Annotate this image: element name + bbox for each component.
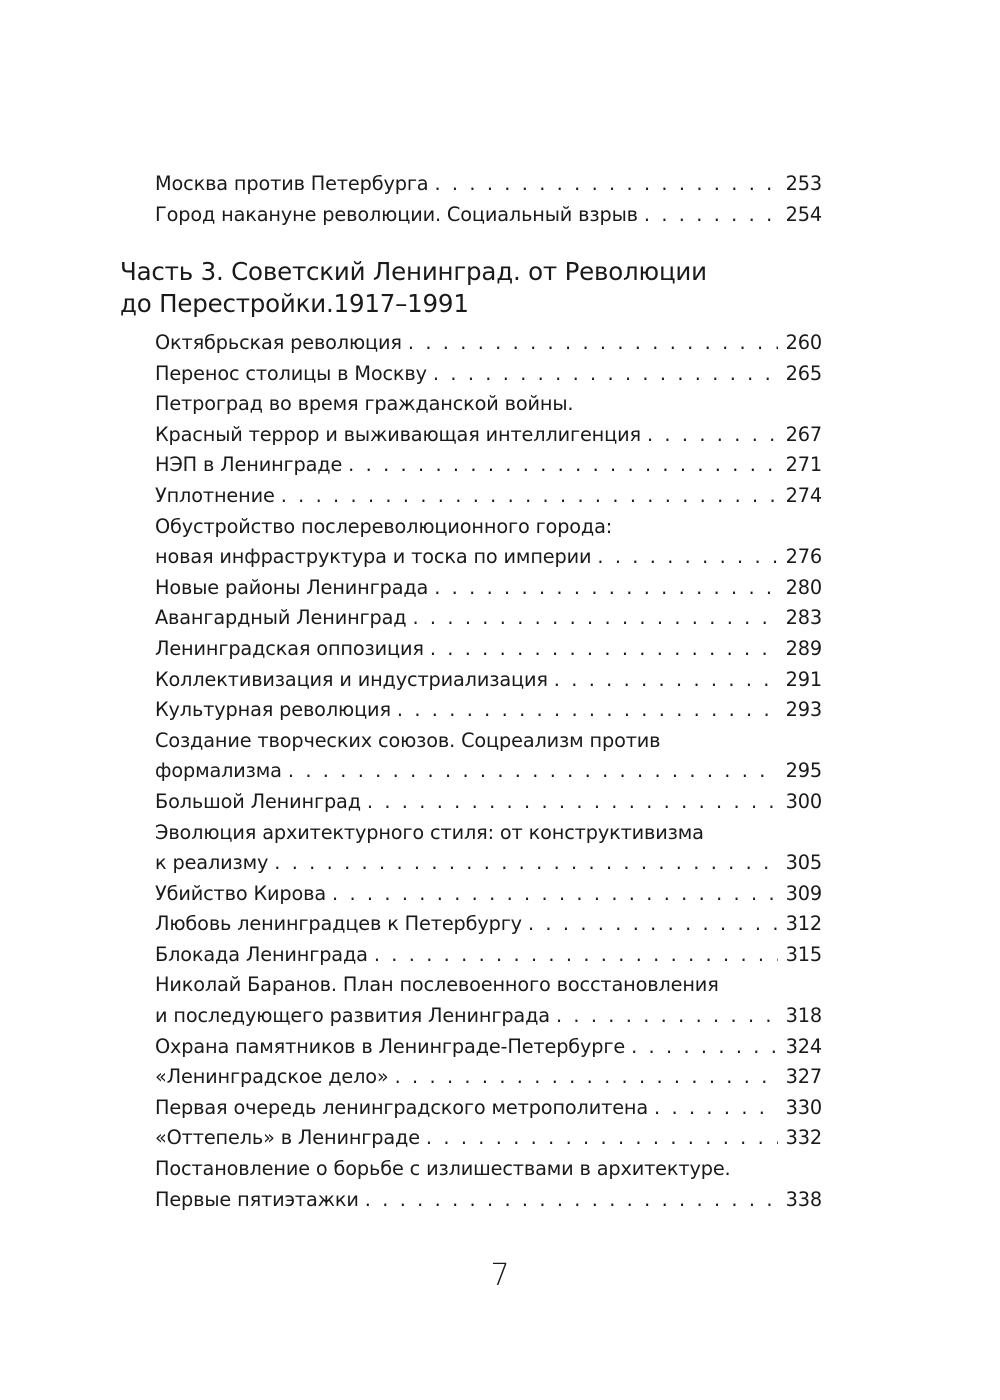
dot-leader — [348, 450, 778, 481]
toc-entry-page: 267 — [785, 422, 822, 446]
toc-entry-page: 312 — [785, 912, 822, 936]
toc-entry-title: Уплотнение — [155, 483, 275, 507]
dot-leader — [433, 359, 778, 390]
toc-entry — [155, 450, 822, 481]
toc-entry — [155, 200, 822, 231]
dot-leader — [647, 420, 778, 451]
toc-entry-page: 315 — [785, 942, 822, 966]
dot-leader — [430, 634, 778, 665]
toc-entry — [155, 512, 822, 543]
toc-entry-title: Большой Ленинград — [155, 789, 361, 813]
toc-entry-title: Город накануне революции. Социальный взрыв — [155, 202, 638, 226]
toc-entry-title: Любовь ленинградцев к Петербургу — [155, 912, 522, 936]
toc-entry-page: 330 — [785, 1095, 822, 1119]
toc-entry — [155, 818, 822, 849]
toc-entry-page: 283 — [785, 606, 822, 630]
toc-entry-page: 271 — [785, 453, 822, 477]
dot-leader — [631, 1032, 778, 1063]
toc-entry-title: Москва против Петербурга — [155, 172, 429, 195]
dot-leader — [332, 879, 778, 910]
toc-entry — [155, 389, 822, 420]
dot-leader — [274, 848, 778, 879]
toc-entry-page: 291 — [785, 667, 822, 691]
dot-leader — [281, 481, 778, 512]
dot-leader — [597, 542, 778, 573]
toc-entry-page: 289 — [785, 636, 822, 660]
toc-entry-title: Убийство Кирова — [155, 881, 327, 905]
toc-entry — [155, 359, 822, 390]
dot-leader — [426, 1123, 778, 1154]
part-title — [120, 256, 822, 320]
toc-entry — [155, 848, 822, 879]
toc-entry-page: 318 — [785, 1004, 822, 1028]
toc-entry-title: «Ленинградское дело» — [155, 1065, 389, 1089]
toc-entry-title: Первые пятиэтажки — [155, 1187, 359, 1211]
toc-entry — [155, 1185, 822, 1216]
toc-entry-page: 305 — [785, 851, 822, 875]
toc-entry — [155, 1093, 822, 1124]
toc-entry-title: Обустройство послереволюционного города: — [155, 514, 613, 538]
toc-entry — [155, 1001, 822, 1032]
toc-entry — [155, 169, 822, 200]
toc-entry-page: 253 — [785, 172, 822, 195]
toc-entry — [155, 420, 822, 451]
toc-entry-title: к реализму — [155, 851, 269, 875]
dot-leader — [556, 1001, 778, 1032]
dot-leader — [654, 1093, 778, 1124]
toc-entry-title: Создание творческих союзов. Соцреализм против — [155, 728, 661, 752]
toc-entry — [155, 879, 822, 910]
toc-entry-title: Новые районы Ленинграда — [155, 575, 429, 599]
toc-top-list — [155, 169, 822, 230]
toc-entry-page: 265 — [785, 361, 822, 385]
toc-entry-page: 295 — [785, 759, 822, 783]
toc-entry-title: Охрана памятников в Ленинграде-Петербурге — [155, 1034, 626, 1058]
toc-entry — [155, 695, 822, 726]
toc-entry-title: Коллективизация и индустриализация — [155, 667, 548, 691]
toc-entry-title: Постановление о борьбе с излишествами в архитектуре. — [155, 1157, 731, 1181]
dot-leader — [434, 169, 778, 200]
part-3-entries — [155, 328, 822, 1215]
dot-leader — [365, 1185, 778, 1216]
dot-leader — [367, 787, 778, 818]
toc-entry-title: Октябрьская революция — [155, 331, 402, 354]
toc-entry — [155, 1123, 822, 1154]
dot-leader — [528, 909, 778, 940]
toc-entry-page: 280 — [785, 575, 822, 599]
toc-entry-title: Перенос столицы в Москву — [155, 361, 427, 385]
part-title-line-1: Часть 3. Советский Ленинград. от Революции — [120, 257, 707, 286]
toc-entry-title: формализма — [155, 759, 282, 783]
toc-entry — [155, 726, 822, 757]
dot-leader — [397, 695, 778, 726]
toc-entry — [155, 1032, 822, 1063]
toc-entry-page: 254 — [785, 202, 822, 226]
toc-entry-title: Культурная революция — [155, 698, 391, 722]
toc-entry — [155, 909, 822, 940]
dot-leader — [434, 573, 778, 604]
page-number: 7 — [490, 1258, 510, 1293]
dot-leader — [374, 940, 778, 971]
toc-entry — [155, 970, 822, 1001]
dot-leader — [412, 603, 778, 634]
part-title-line-2: до Перестройки.1917–1991 — [120, 289, 469, 318]
toc-entry — [155, 1062, 822, 1093]
toc-entry — [155, 542, 822, 573]
toc-entry-title: новая инфраструктура и тоска по империи — [155, 545, 592, 569]
toc-entry-title: Ленинградская оппозиция — [155, 636, 424, 660]
toc-entry-title: НЭП в Ленинграде — [155, 453, 343, 477]
toc-entry-title: Петроград во время гражданской войны. — [155, 392, 574, 416]
toc-entry-page: 276 — [785, 545, 822, 569]
dot-leader — [554, 665, 778, 696]
toc-entry-title: Авангардный Ленинград — [155, 606, 407, 630]
toc-entry-page: 324 — [785, 1034, 822, 1058]
dot-leader — [288, 756, 778, 787]
toc-entry-page: 274 — [785, 483, 822, 507]
toc-entry — [155, 756, 822, 787]
toc-entry-page: 338 — [785, 1187, 822, 1211]
toc-entry — [155, 481, 822, 512]
toc-entry-title: Николай Баранов. План послевоенного восстановления — [155, 973, 719, 997]
toc-entry-page: 332 — [785, 1126, 822, 1150]
toc-entry — [155, 787, 822, 818]
toc-entry-page: 260 — [785, 331, 822, 354]
toc-entry-title: Красный террор и выживающая интеллигенция — [155, 422, 641, 446]
toc-entry-title: «Оттепель» в Ленинграде — [155, 1126, 420, 1150]
toc-entry — [155, 940, 822, 971]
toc-entry — [155, 634, 822, 665]
toc-entry-page: 293 — [785, 698, 822, 722]
toc-entry-title: Первая очередь ленинградского метрополитена — [155, 1095, 649, 1119]
dot-leader — [644, 200, 778, 231]
toc-entry — [155, 1154, 822, 1185]
toc-entry-page: 327 — [785, 1065, 822, 1089]
toc-entry — [155, 573, 822, 604]
dot-leader — [395, 1062, 778, 1093]
toc-entry — [155, 603, 822, 634]
toc-entry-title: и последующего развития Ленинграда — [155, 1004, 550, 1028]
toc-entry-page: 300 — [785, 789, 822, 813]
dot-leader — [408, 328, 778, 359]
toc-entry-page: 309 — [785, 881, 822, 905]
toc-entry-title: Эволюция архитектурного стиля: от конструктивизма — [155, 820, 704, 844]
toc-entry — [155, 665, 822, 696]
toc-entry-title: Блокада Ленинграда — [155, 942, 368, 966]
toc-part-3 — [120, 256, 822, 1215]
toc-entry — [155, 328, 822, 359]
